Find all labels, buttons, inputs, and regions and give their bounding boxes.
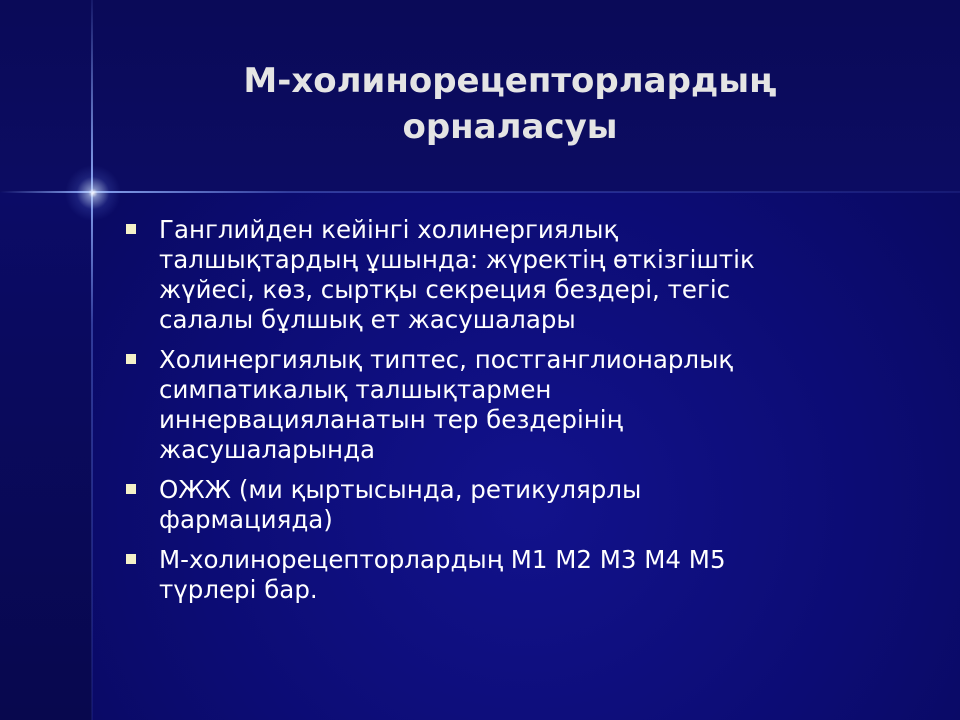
bullet-text xyxy=(159,475,854,535)
vertical-accent-line xyxy=(91,0,93,720)
slide-title-line: М-холинорецепторлардың xyxy=(243,61,777,101)
bullet-text-line: Холинергиялық типтес, постганглионарлық xyxy=(159,345,734,374)
bullet-text xyxy=(159,345,854,465)
slide-title-line: орналасуы xyxy=(402,107,618,147)
bullet-text-line: жүйесі, көз, сыртқы секреция бездері, тегіс xyxy=(159,275,731,304)
bullet-item xyxy=(124,345,854,465)
bullet-text-line: салалы бұлшық ет жасушалары xyxy=(159,305,576,334)
bullet-item xyxy=(124,545,854,605)
sparkle-decoration xyxy=(60,160,126,226)
bullet-text-line: талшықтардың ұшында: жүректің өткізгіштік xyxy=(159,245,755,274)
bullet-text-line: түрлері бар. xyxy=(159,575,318,604)
left-decorative-strip xyxy=(0,192,92,720)
bullet-list xyxy=(124,215,854,615)
square-bullet-icon xyxy=(126,224,136,234)
bullet-text-line: Ганглийден кейінгі холинергиялық xyxy=(159,215,619,244)
square-bullet-icon xyxy=(126,554,136,564)
horizontal-accent-line xyxy=(0,191,960,193)
slide-title xyxy=(120,58,900,150)
bullet-text-line: М-холинорецепторлардың М1 М2 М3 М4 М5 xyxy=(159,545,726,574)
bullet-item xyxy=(124,475,854,535)
bullet-item xyxy=(124,215,854,335)
square-bullet-icon xyxy=(126,484,136,494)
bullet-text xyxy=(159,215,854,335)
bullet-text-line: иннервацияланатын тер бездерінің xyxy=(159,405,623,434)
bullet-text xyxy=(159,545,854,605)
bullet-text-line: ОЖЖ (ми қыртысында, ретикулярлы xyxy=(159,475,642,504)
bullet-text-line: симпатикалық талшықтармен xyxy=(159,375,552,404)
bullet-text-line: жасушаларында xyxy=(159,435,376,464)
bullet-text-line: фармацияда) xyxy=(159,505,333,534)
square-bullet-icon xyxy=(126,354,136,364)
